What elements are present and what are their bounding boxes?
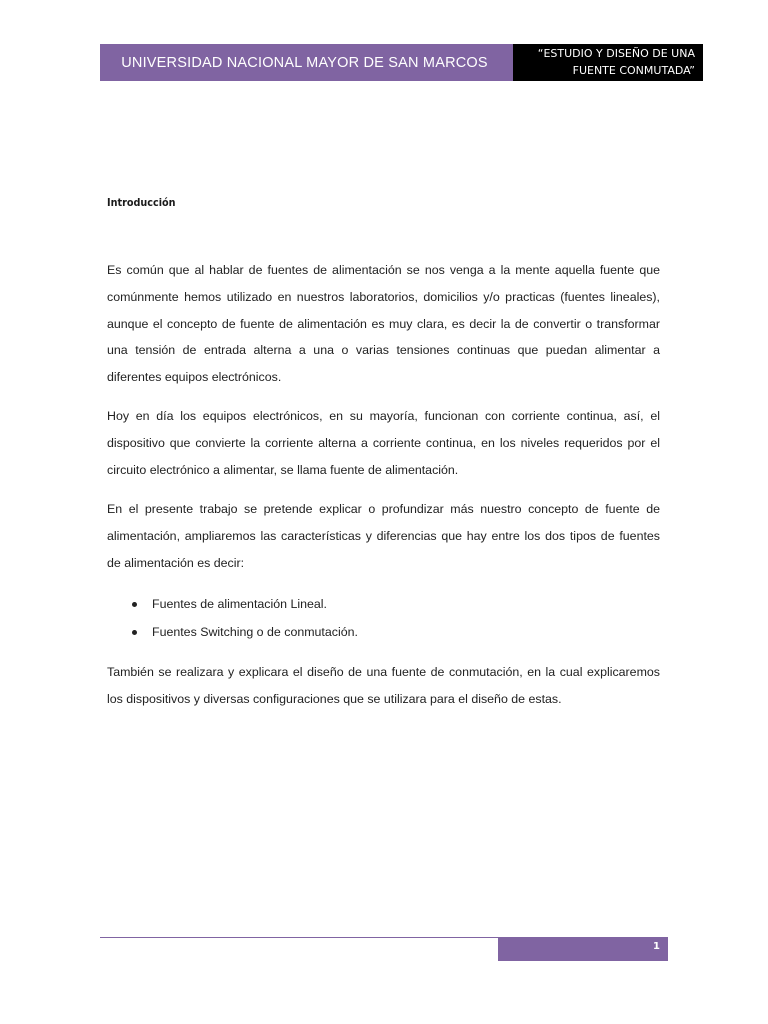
section-heading: Introducción bbox=[107, 197, 176, 209]
bullet-icon bbox=[132, 630, 137, 635]
header-document-title bbox=[513, 44, 703, 81]
list-item-text: Fuentes de alimentación Lineal. bbox=[152, 597, 327, 611]
footer-divider bbox=[100, 937, 498, 938]
header-university-banner bbox=[100, 44, 513, 81]
bullet-icon bbox=[132, 602, 137, 607]
paragraph: También se realizara y explicara el diseño de una fuente de conmutación, en la cual explicaremos los dispositivos y diversas configuraciones que se utilizara para el diseño de estas. bbox=[107, 665, 660, 706]
paragraph: Hoy en día los equipos electrónicos, en su mayoría, funcionan con corriente continua, así, el dispositivo que convierte la corriente alterna a corriente continua, en los niveles requeridos por el circuito electrónico a alimentar, se llama fuente de alimentación. bbox=[107, 409, 660, 477]
paragraph: Es común que al hablar de fuentes de alimentación se nos venga a la mente aquella fuente que comúnmente hemos utilizado en nuestros laboratorios, domicilios y/o practicas (fuentes lineales), aunque el concepto de fuente de alimentación es muy clara, es decir la de convertir o transformar una tensión de entrada alterna a una o varias tensiones continuas que puedan alimentar a diferentes equipos electrónicos. bbox=[107, 263, 660, 385]
list-item bbox=[107, 619, 660, 647]
page-number: 1 bbox=[653, 941, 660, 952]
list-item bbox=[107, 591, 660, 619]
university-name: UNIVERSIDAD NACIONAL MAYOR DE SAN MARCOS bbox=[121, 54, 488, 71]
document-title-line-2: FUENTE CONMUTADA” bbox=[572, 64, 695, 77]
document-title-line-1: “ESTUDIO Y DISEÑO DE UNA bbox=[537, 47, 695, 60]
paragraph: En el presente trabajo se pretende explicar o profundizar más nuestro concepto de fuente de alimentación, ampliaremos las características y diferencias que hay entre los dos tipos de fuentes de alimentación es decir: bbox=[107, 502, 660, 570]
list-item-text: Fuentes Switching o de conmutación. bbox=[152, 624, 358, 639]
bullet-list bbox=[107, 591, 660, 646]
footer-page-box bbox=[498, 937, 668, 961]
